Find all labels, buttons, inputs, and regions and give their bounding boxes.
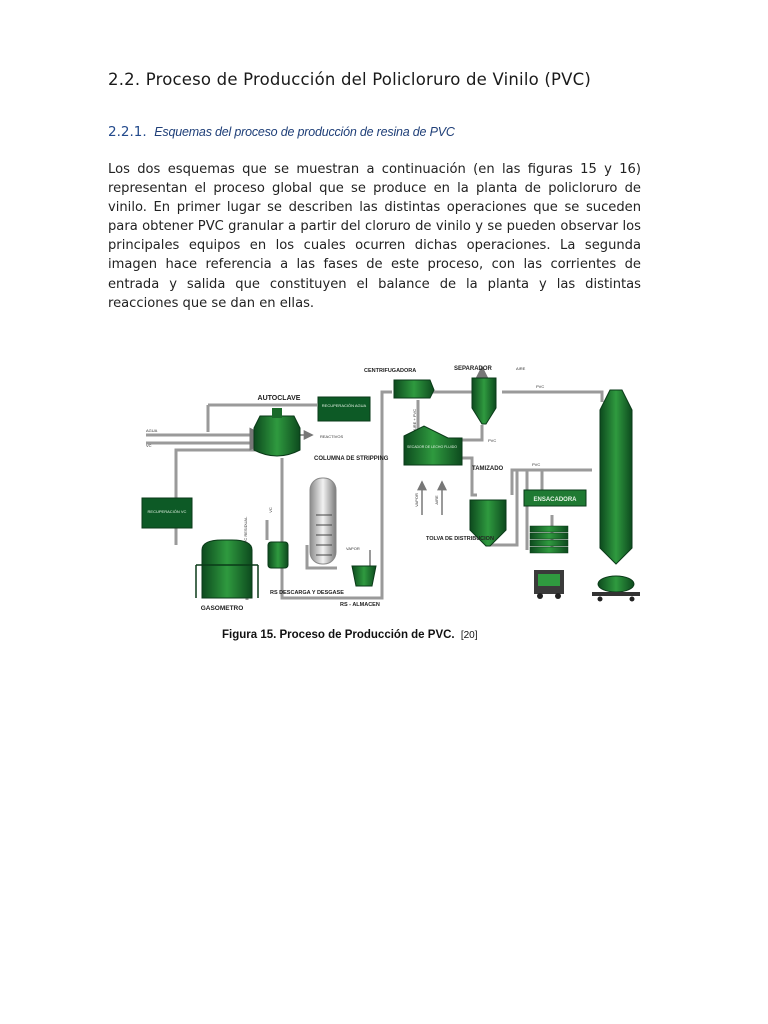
pvc-sep-label: PVC [488, 438, 497, 443]
pvc-top-label: PVC [536, 384, 545, 389]
subsection-heading [108, 124, 455, 140]
caption-reference: [20] [460, 630, 478, 641]
ensacadora-label: ENSACADORA [533, 497, 577, 503]
pvc-mid-label: PVC [532, 462, 541, 467]
separador-label: SEPARADOR [454, 366, 492, 372]
section-heading: 2.2. Proceso de Producción del Policloruro de Vinilo (PVC) [108, 70, 591, 89]
process-diagram [132, 350, 648, 624]
aire-top-label: AIRE [516, 366, 526, 371]
tamizado-label: TAMIZADO [472, 466, 504, 472]
columna-label: COLUMNA DE STRIPPING [314, 456, 389, 462]
figure-caption [222, 629, 478, 641]
body-paragraph: Los dos esquemas que se muestran a continuación (en las figuras 15 y 16) representan el proceso global que se produce en la planta de policloruro de vinilo. En primer lugar se describen las distintas operaciones que se suceden para obtener PVC granular a partir del cloruro de vinilo y se pueden observar los principales equipos en los cuales ocurren dichas operaciones. La segunda imagen hace referencia a las fases de este proceso, con las corrientes de entrada y salida que constituyen el balance de la planta y las distintas reacciones que se dan en ellas. [108, 162, 641, 311]
autoclave-label: AUTOCLAVE [257, 395, 301, 402]
vc-small-label: VC [268, 507, 273, 513]
agua-label: AGUA [146, 428, 158, 433]
aire-mid-label: AIRE [434, 495, 439, 505]
secador-label: SECADOR DE LECHO FLUIDO [407, 445, 457, 449]
process-diagram-figure [132, 350, 648, 624]
rs-descarga-label: RS DESCARGA Y DESGASE [270, 590, 344, 596]
reactivos-label: REACTIVOS [320, 434, 344, 439]
vapor-left-label: VAPOR [414, 493, 419, 507]
recuperacion-vc-label: RECUPERACIÓN VC [147, 509, 187, 514]
gasometro-label: GASOMETRO [200, 605, 244, 612]
subsection-title: Esquemas del proceso de producción de resina de PVC [154, 125, 455, 139]
caption-text: Figura 15. Proceso de Producción de PVC. [222, 629, 455, 641]
subsection-number: 2.2.1. [108, 124, 147, 140]
recuperacion-agua-label: RECUPERACIÓN AGUA [321, 403, 367, 408]
vc-label: VC [146, 443, 152, 448]
tolva-label: TOLVA DE DISTRIBUCION [426, 536, 494, 542]
vapor-col-label: VAPOR [346, 546, 360, 551]
centrifugadora-label: CENTRIFUGADORA [364, 368, 417, 374]
vc-residual-label: VC RESIDUAL [243, 516, 248, 544]
aire-pvc-label: AIRE + PVC [412, 408, 417, 432]
rs-almacen-label: RS - ALMACEN [340, 602, 380, 608]
